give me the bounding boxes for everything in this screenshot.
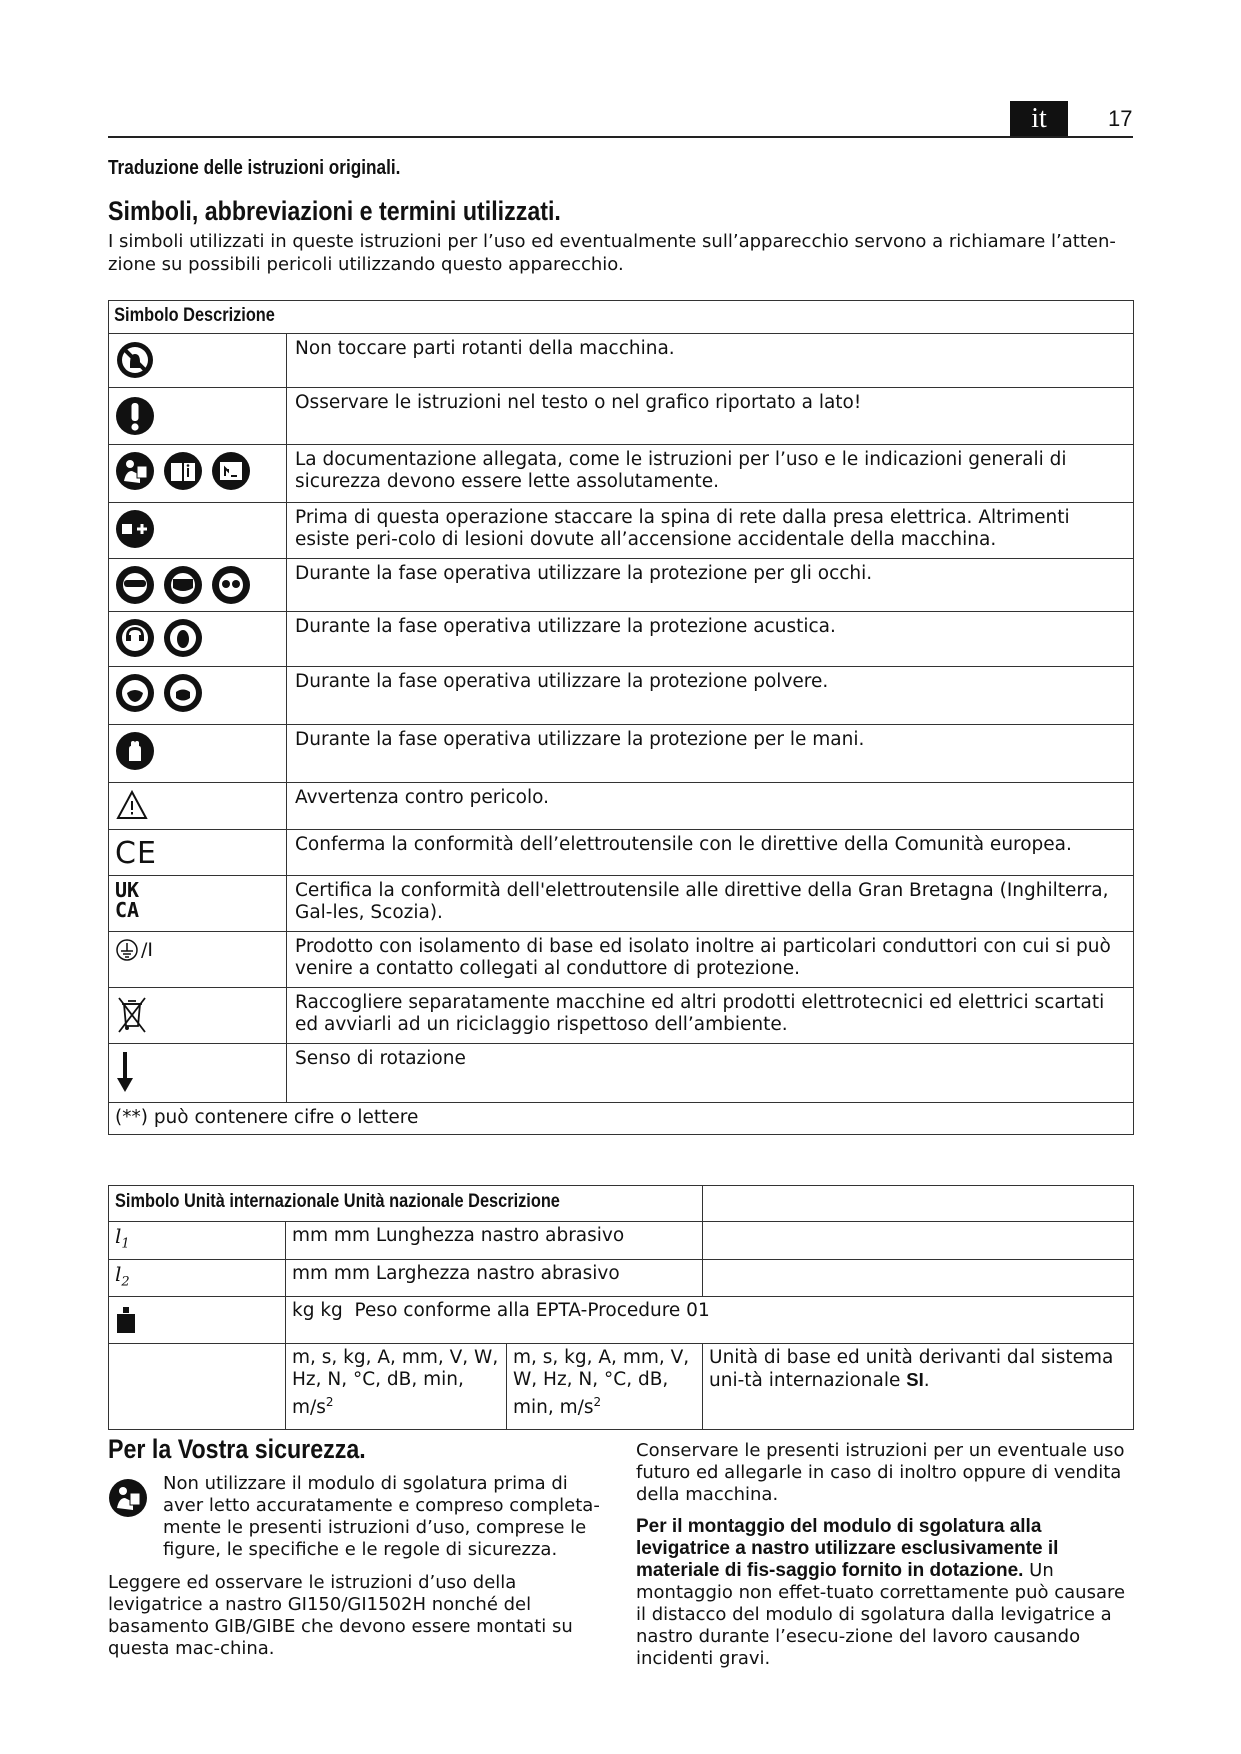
row-description: Durante la fase operativa utilizzare la protezione per gli occhi. [287,559,1134,612]
mounting-warning-rest: Un montaggio non effet-tuato correttamente può causare il distacco del modulo di sgolatura dalla levigatrice a nastro durante l’esecu-zione del lavoro causando incidenti gravi. [636,1560,1126,1669]
goggles-icon [211,565,251,605]
symbols-table-header: Simbolo Descrizione [109,301,1134,334]
safety-left-paragraph: Leggere ed osservare le istruzioni d’uso della levigatrice a nastro GI150/GI1502H nonché del basamento GIB/GIBE che devono essere montati su questa mac-china. [108,1572,573,1659]
table-row [109,783,1134,830]
table-row [109,988,1134,1044]
page-number: 17 [1108,106,1133,131]
row-description: Senso di rotazione [287,1044,1134,1103]
table-row [109,1044,1134,1103]
dust-mask-icon [115,673,155,713]
ukca-top: UK [115,878,140,902]
symbols-table [108,300,1134,1135]
table-row [109,388,1134,445]
safety-right-paragraph-1: Conservare le presenti istruzioni per un eventuale uso futuro ed allegarle in caso di inoltro oppure di vendita della macchina. [636,1440,1125,1505]
ear-protection-icon [115,618,155,658]
face-shield-icon [163,565,203,605]
intro-line-2: zione su possibili pericoli utilizzando questo apparecchio. [108,254,624,275]
mounting-warning-bold: Per il montaggio del modulo di sgolatura alla levigatrice a nastro utilizzare esclusivamente il materiale di fis-saggio fornito in dotazione. [636,1516,1059,1581]
unit-symbol: l [115,1261,122,1286]
row-text: mm mm Lunghezza nastro abrasivo [286,1222,703,1260]
row-description: Durante la fase operativa utilizzare la protezione acustica. [287,612,1134,667]
safety-right-paragraph-2 [636,1516,1133,1670]
units-table [108,1185,1134,1430]
row-description: Certifica la conformità dell'elettroutensile alle direttive della Gran Bretagna (Inghilterra, Gal-les, Scozia). [287,876,1134,932]
row-text: kg kg Peso conforme alla EPTA-Procedure 01 [286,1297,1134,1344]
weee-bin-icon [115,994,149,1034]
national-units: m, s, kg, A, mm, V, W, Hz, N, °C, dB, min, $m/s^2$ [507,1344,703,1430]
international-units: m, s, kg, A, mm, V, W, Hz, N, °C, dB, min, $m/s^2$ [286,1344,507,1430]
table-row [109,830,1134,876]
read-manual-icon [115,451,155,491]
row-description: Raccogliere separatamente macchine ed altri prodotti elettrotecnici ed elettrici scartati ed avviarli ad un riciclaggio rispettoso dell’ambiente. [287,988,1134,1044]
row-description: Durante la fase operativa utilizzare la protezione per le mani. [287,725,1134,783]
table-row [109,445,1134,503]
row-text: mm mm Larghezza nastro abrasivo [286,1259,703,1297]
table-row [109,876,1134,932]
table-row [109,1297,1134,1344]
safety-warning-text: Non utilizzare il modulo di sgolatura prima di aver letto accuratamente e compreso completa-mente le presenti istruzioni d’uso, comprese le figure, le specifiche e le regole di sicurezza. [163,1473,600,1560]
manual-info-icon [211,451,251,491]
language-badge: it [1010,101,1068,137]
symbols-table-footer: (**) può contenere cifre o lettere [109,1103,1134,1135]
exclamation-icon [115,394,155,438]
units-table-header: Simbolo Unità internazionale Unità nazionale Descrizione [109,1186,703,1222]
table-row [109,725,1134,783]
gloves-icon [115,731,155,771]
table-row [109,1259,1134,1297]
class1-label: /I [141,939,154,961]
weight-icon [115,1300,137,1334]
section-title: Simboli, abbreviazioni e termini utilizzati. [108,196,561,226]
row-description: Durante la fase operativa utilizzare la protezione polvere. [287,667,1134,725]
row-description: Conferma la conformità dell’elettroutensile con le direttive della Comunità europea. [287,830,1134,876]
table-row [109,559,1134,612]
table-row [109,932,1134,988]
intro-line-1: I simboli utilizzati in queste istruzioni per l’uso ed eventualmente sull’apparecchio servono a richiamare l’atten- [108,231,1116,252]
table-row [109,612,1134,667]
ukca-bottom: CA [115,898,140,922]
warning-triangle-icon [115,789,149,821]
row-description: Non toccare parti rotanti della macchina. [287,334,1134,388]
table-row [109,503,1134,559]
safety-title: Per la Vostra sicurezza. [108,1434,366,1464]
ukca-mark-icon [115,880,286,920]
unit-symbol-sub: 1 [121,1236,130,1252]
table-row [109,667,1134,725]
row-description: Prodotto con isolamento di base ed isolato inoltre ai particolari conduttori con cui si può venire a contatto collegati al conduttore di protezione. [287,932,1134,988]
read-manual-icon [108,1478,148,1518]
table-row [109,334,1134,388]
ear-protection-icon-2 [163,618,203,658]
row-description: Avvertenza contro pericolo. [287,783,1134,830]
ce-mark-icon: CE [115,836,157,871]
translation-note: Traduzione delle istruzioni originali. [108,157,401,179]
eye-protection-icon [115,565,155,605]
no-touch-rotating-icon [115,340,155,380]
unit-symbol: l [115,1224,122,1248]
protective-earth-class1-icon [115,938,139,962]
unit-symbol-sub: 2 [121,1274,130,1290]
unplug-icon [115,509,155,549]
rotation-arrow-icon [115,1050,135,1094]
row-description: Prima di questa operazione staccare la spina di rete dalla presa elettrica. Altrimenti esiste peri-colo di lesioni dovute all’accensione accidentale della macchina. [287,503,1134,559]
row-description: La documentazione allegata, come le istruzioni per l’uso e le indicazioni generali di sicurezza devono essere lette assolutamente. [287,445,1134,503]
table-row [109,1222,1134,1260]
row-description: Osservare le istruzioni nel testo o nel grafico riportato a lato! [287,388,1134,445]
header-rule [108,136,1133,138]
units-description: Unità di base ed unità derivanti dal sistema uni-tà internazionale SI. [703,1344,1134,1430]
manual-book-icon [163,451,203,491]
table-row [109,1344,1134,1430]
respirator-icon [163,673,203,713]
